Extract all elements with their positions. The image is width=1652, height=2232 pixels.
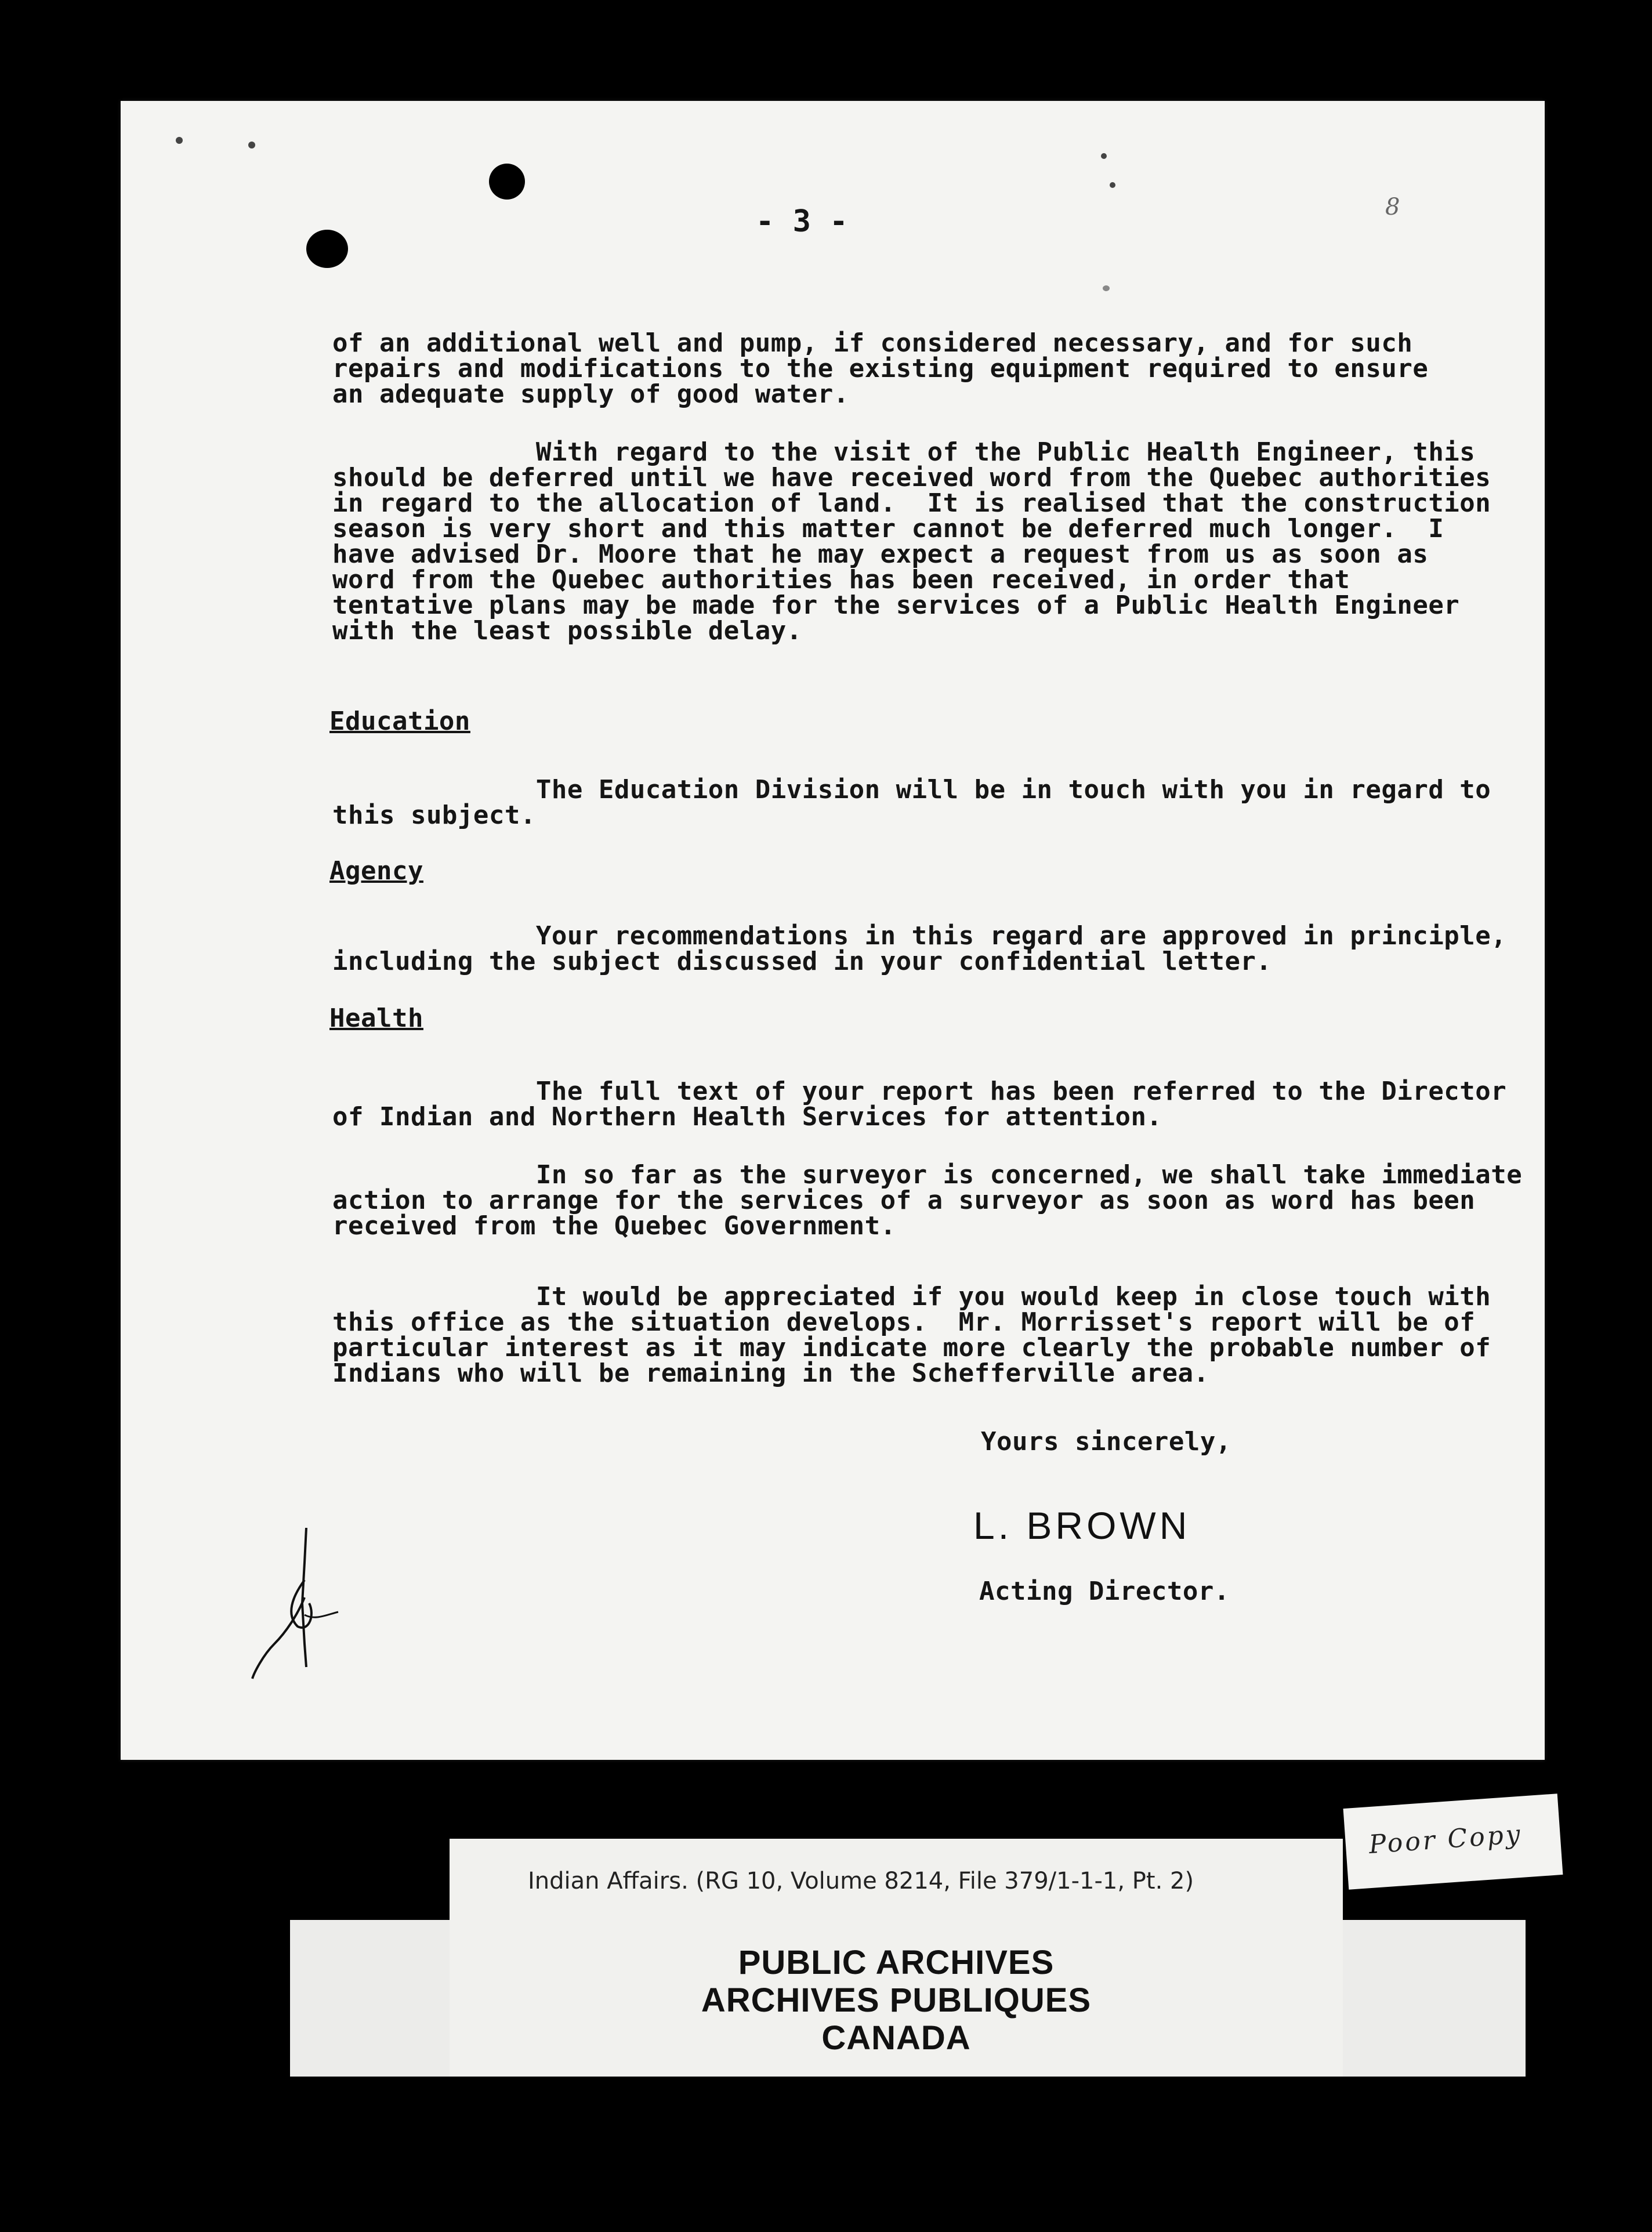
body-paragraph: Your recommendations in this regard are approved in principle, including the subject discussed in your confidential letter. bbox=[332, 921, 1507, 976]
dust-speck bbox=[1110, 182, 1115, 188]
dust-speck bbox=[1103, 285, 1110, 291]
public-archives-stamp bbox=[290, 1920, 1526, 2077]
corner-mark: 8 bbox=[1385, 194, 1400, 220]
signature-name: L. BROWN bbox=[973, 1504, 1191, 1547]
archive-reference-text: Indian Affairs. (RG 10, Volume 8214, File 379/1-1-1, Pt. 2) bbox=[528, 1868, 1194, 1894]
ink-blot-mark bbox=[306, 230, 348, 268]
stamp-line-country: CANADA bbox=[821, 2019, 971, 2057]
body-paragraph: The Education Division will be in touch with you in regard to this subject. bbox=[332, 775, 1491, 830]
body-paragraph: It would be appreciated if you would keep in close touch with this office as the situation develops. Mr. Morrisset's report will be of particular interest as it may indicate more clearly the probable number of Indians who will be remaining in the Schefferville area. bbox=[332, 1282, 1491, 1388]
body-paragraph: of an additional well and pump, if considered necessary, and for such repairs and modifications to the existing equipment required to ensure an adequate supply of good water. bbox=[332, 328, 1429, 409]
section-heading-education: Education bbox=[329, 706, 470, 736]
body-paragraph: With regard to the visit of the Public Health Engineer, this should be deferred until we have received word from the Quebec authorities in regard to the allocation of land. It is realised that the construction season is very short and this matter cannot be deferred much longer. I have advised Dr. Moore that he may expect a request from us as soon as word from the Quebec authorities has been received, in order that tentative plans may be made for the services of a Public Health Engineer with the least possible delay. bbox=[332, 437, 1491, 646]
page-number: - 3 - bbox=[756, 204, 849, 239]
poor-copy-text: Poor Copy bbox=[1368, 1819, 1524, 1860]
body-paragraph: The full text of your report has been referred to the Director of Indian and Northern Health Services for attention. bbox=[332, 1077, 1507, 1132]
archive-reference-label bbox=[450, 1839, 1343, 1920]
dust-speck bbox=[176, 137, 183, 144]
section-heading-agency: Agency bbox=[329, 856, 423, 886]
section-heading-health: Health bbox=[329, 1003, 423, 1033]
closing-salutation: Yours sincerely, bbox=[981, 1427, 1231, 1456]
stamp-panel bbox=[450, 1920, 1343, 2077]
letter-page bbox=[121, 101, 1545, 1760]
handwritten-initial bbox=[251, 1528, 344, 1702]
punch-hole-mark bbox=[489, 164, 525, 200]
dust-speck bbox=[1101, 153, 1107, 159]
poor-copy-note bbox=[1343, 1793, 1563, 1889]
body-paragraph: In so far as the surveyor is concerned, we shall take immediate action to arrange for the services of a surveyor as soon as word has been received from the Quebec Government. bbox=[332, 1160, 1523, 1241]
dust-speck bbox=[248, 142, 255, 148]
signature-title: Acting Director. bbox=[979, 1577, 1230, 1606]
stamp-line-french: ARCHIVES PUBLIQUES bbox=[701, 1981, 1092, 2019]
stamp-line-english: PUBLIC ARCHIVES bbox=[738, 1944, 1055, 1981]
